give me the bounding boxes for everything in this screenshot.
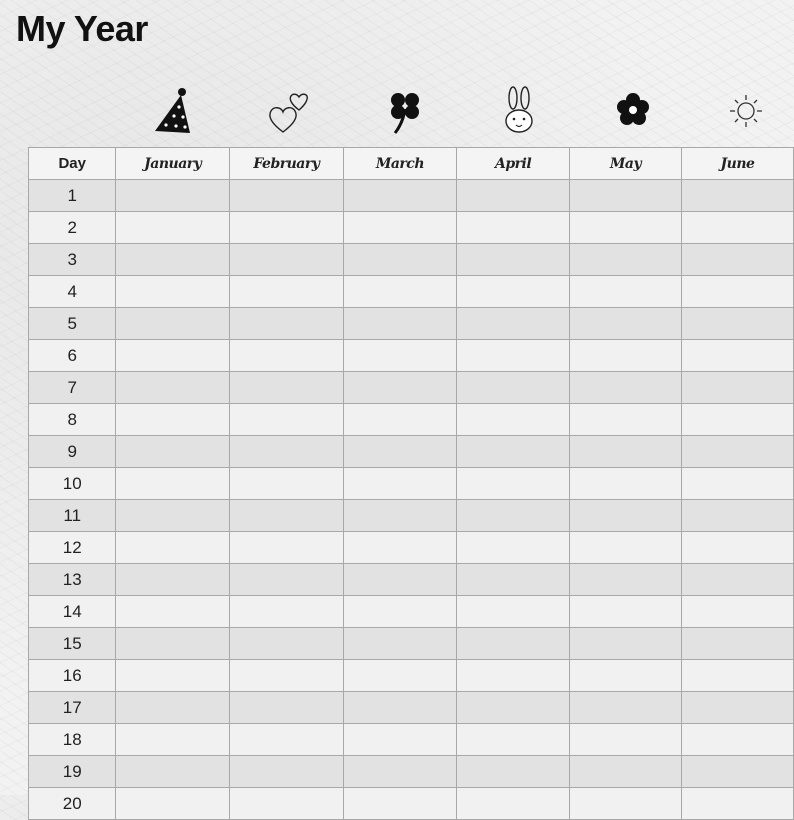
day-cell[interactable] <box>343 468 456 500</box>
day-cell[interactable] <box>343 276 456 308</box>
table-row <box>29 692 794 724</box>
month-header-may: May <box>570 148 682 180</box>
day-cell[interactable] <box>343 212 456 244</box>
day-cell[interactable] <box>457 756 570 788</box>
day-cell[interactable] <box>230 404 344 436</box>
day-cell[interactable] <box>116 564 230 596</box>
table-row <box>29 500 794 532</box>
day-cell[interactable] <box>343 756 456 788</box>
day-cell[interactable] <box>343 724 456 756</box>
table-row <box>29 340 794 372</box>
day-cell[interactable] <box>457 308 570 340</box>
day-cell[interactable] <box>343 532 456 564</box>
day-cell[interactable] <box>343 372 456 404</box>
day-cell[interactable] <box>230 244 344 276</box>
day-cell[interactable] <box>570 276 682 308</box>
day-cell[interactable] <box>681 436 793 468</box>
table-row <box>29 436 794 468</box>
day-cell[interactable] <box>116 500 230 532</box>
calendar-body <box>29 180 794 820</box>
day-cell[interactable] <box>570 660 682 692</box>
day-cell[interactable] <box>230 308 344 340</box>
day-cell[interactable] <box>457 692 570 724</box>
day-cell[interactable] <box>681 788 793 820</box>
day-cell[interactable] <box>681 500 793 532</box>
day-cell[interactable] <box>343 244 456 276</box>
day-cell[interactable] <box>570 756 682 788</box>
day-cell[interactable] <box>343 660 456 692</box>
day-number: 10 <box>29 468 116 500</box>
table-row <box>29 532 794 564</box>
day-cell[interactable] <box>343 404 456 436</box>
day-number: 6 <box>29 340 116 372</box>
day-cell[interactable] <box>230 212 344 244</box>
party-hat-icon <box>152 85 196 137</box>
day-cell[interactable] <box>681 724 793 756</box>
table-row <box>29 628 794 660</box>
day-cell[interactable] <box>230 788 344 820</box>
bunny-icon <box>497 85 541 137</box>
header-row <box>29 148 794 180</box>
day-cell[interactable] <box>230 564 344 596</box>
day-cell[interactable] <box>116 244 230 276</box>
table-row <box>29 308 794 340</box>
day-number: 9 <box>29 436 116 468</box>
table-row <box>29 788 794 820</box>
day-cell[interactable] <box>343 340 456 372</box>
day-cell[interactable] <box>116 628 230 660</box>
day-cell[interactable] <box>457 468 570 500</box>
day-cell[interactable] <box>230 660 344 692</box>
table-row <box>29 596 794 628</box>
month-header-june: June <box>681 148 793 180</box>
day-cell[interactable] <box>116 308 230 340</box>
day-number: 5 <box>29 308 116 340</box>
day-cell[interactable] <box>230 436 344 468</box>
year-calendar-table <box>28 147 794 820</box>
table-row <box>29 660 794 692</box>
day-cell[interactable] <box>230 276 344 308</box>
day-cell[interactable] <box>230 628 344 660</box>
day-cell[interactable] <box>570 404 682 436</box>
day-cell[interactable] <box>570 788 682 820</box>
day-number: 4 <box>29 276 116 308</box>
day-cell[interactable] <box>457 212 570 244</box>
flower-icon <box>611 85 655 137</box>
table-row <box>29 724 794 756</box>
day-number: 16 <box>29 660 116 692</box>
day-cell[interactable] <box>230 596 344 628</box>
day-number: 1 <box>29 180 116 212</box>
page-title: My Year <box>16 8 148 49</box>
day-cell[interactable] <box>457 564 570 596</box>
day-cell[interactable] <box>681 596 793 628</box>
day-cell[interactable] <box>570 212 682 244</box>
day-cell[interactable] <box>457 596 570 628</box>
day-number: 3 <box>29 244 116 276</box>
table-row <box>29 404 794 436</box>
day-cell[interactable] <box>230 692 344 724</box>
table-row <box>29 244 794 276</box>
day-cell[interactable] <box>681 660 793 692</box>
day-number: 2 <box>29 212 116 244</box>
day-cell[interactable] <box>230 468 344 500</box>
day-cell[interactable] <box>681 628 793 660</box>
day-cell[interactable] <box>457 660 570 692</box>
month-header-april: April <box>457 148 570 180</box>
table-row <box>29 276 794 308</box>
sun-icon <box>724 85 768 137</box>
table-row <box>29 372 794 404</box>
day-cell[interactable] <box>116 468 230 500</box>
day-cell[interactable] <box>681 372 793 404</box>
day-number: 15 <box>29 628 116 660</box>
day-cell[interactable] <box>681 308 793 340</box>
day-column-header: Day <box>29 148 116 180</box>
day-cell[interactable] <box>343 500 456 532</box>
day-number: 8 <box>29 404 116 436</box>
day-cell[interactable] <box>570 692 682 724</box>
day-cell[interactable] <box>116 692 230 724</box>
day-cell[interactable] <box>681 276 793 308</box>
day-cell[interactable] <box>230 500 344 532</box>
day-cell[interactable] <box>681 180 793 212</box>
day-cell[interactable] <box>116 532 230 564</box>
day-number: 20 <box>29 788 116 820</box>
day-cell[interactable] <box>681 564 793 596</box>
day-cell[interactable] <box>457 724 570 756</box>
day-cell[interactable] <box>570 628 682 660</box>
day-cell[interactable] <box>230 532 344 564</box>
day-cell[interactable] <box>570 340 682 372</box>
day-cell[interactable] <box>457 788 570 820</box>
day-cell[interactable] <box>343 436 456 468</box>
day-cell[interactable] <box>116 596 230 628</box>
day-cell[interactable] <box>343 596 456 628</box>
day-cell[interactable] <box>343 692 456 724</box>
day-cell[interactable] <box>457 404 570 436</box>
day-number: 12 <box>29 532 116 564</box>
day-number: 17 <box>29 692 116 724</box>
day-cell[interactable] <box>570 308 682 340</box>
day-cell[interactable] <box>343 564 456 596</box>
day-cell[interactable] <box>116 212 230 244</box>
hearts-icon <box>266 85 310 137</box>
day-cell[interactable] <box>457 500 570 532</box>
day-cell[interactable] <box>116 404 230 436</box>
clover-icon <box>383 85 427 137</box>
day-cell[interactable] <box>570 564 682 596</box>
day-cell[interactable] <box>570 436 682 468</box>
day-cell[interactable] <box>116 756 230 788</box>
day-cell[interactable] <box>570 244 682 276</box>
month-header-march: March <box>343 148 456 180</box>
table-row <box>29 212 794 244</box>
day-cell[interactable] <box>116 436 230 468</box>
day-cell[interactable] <box>570 372 682 404</box>
day-cell[interactable] <box>457 436 570 468</box>
day-cell[interactable] <box>343 180 456 212</box>
day-cell[interactable] <box>116 340 230 372</box>
day-cell[interactable] <box>116 660 230 692</box>
day-cell[interactable] <box>681 532 793 564</box>
table-row <box>29 564 794 596</box>
day-cell[interactable] <box>570 532 682 564</box>
day-cell[interactable] <box>230 756 344 788</box>
day-cell[interactable] <box>681 340 793 372</box>
day-cell[interactable] <box>230 180 344 212</box>
day-cell[interactable] <box>681 692 793 724</box>
day-cell[interactable] <box>343 788 456 820</box>
day-number: 19 <box>29 756 116 788</box>
day-cell[interactable] <box>570 180 682 212</box>
day-cell[interactable] <box>570 500 682 532</box>
day-cell[interactable] <box>570 724 682 756</box>
month-header-january: January <box>116 148 230 180</box>
table-row <box>29 756 794 788</box>
day-cell[interactable] <box>230 724 344 756</box>
table-row <box>29 180 794 212</box>
day-cell[interactable] <box>681 212 793 244</box>
day-cell[interactable] <box>457 532 570 564</box>
table-row <box>29 468 794 500</box>
day-cell[interactable] <box>230 372 344 404</box>
day-number: 18 <box>29 724 116 756</box>
day-cell[interactable] <box>457 276 570 308</box>
day-cell[interactable] <box>230 340 344 372</box>
day-cell[interactable] <box>116 788 230 820</box>
month-icons-row <box>0 85 794 141</box>
day-cell[interactable] <box>681 756 793 788</box>
day-number: 11 <box>29 500 116 532</box>
day-cell[interactable] <box>681 468 793 500</box>
day-cell[interactable] <box>457 340 570 372</box>
day-number: 13 <box>29 564 116 596</box>
day-cell[interactable] <box>116 276 230 308</box>
day-cell[interactable] <box>681 404 793 436</box>
day-number: 14 <box>29 596 116 628</box>
day-cell[interactable] <box>116 724 230 756</box>
day-cell[interactable] <box>116 180 230 212</box>
day-cell[interactable] <box>570 596 682 628</box>
day-cell[interactable] <box>681 244 793 276</box>
day-cell[interactable] <box>457 372 570 404</box>
day-number: 7 <box>29 372 116 404</box>
day-cell[interactable] <box>343 308 456 340</box>
day-cell[interactable] <box>457 628 570 660</box>
day-cell[interactable] <box>457 180 570 212</box>
day-cell[interactable] <box>570 468 682 500</box>
month-header-february: February <box>230 148 344 180</box>
day-cell[interactable] <box>457 244 570 276</box>
day-cell[interactable] <box>343 628 456 660</box>
day-cell[interactable] <box>116 372 230 404</box>
